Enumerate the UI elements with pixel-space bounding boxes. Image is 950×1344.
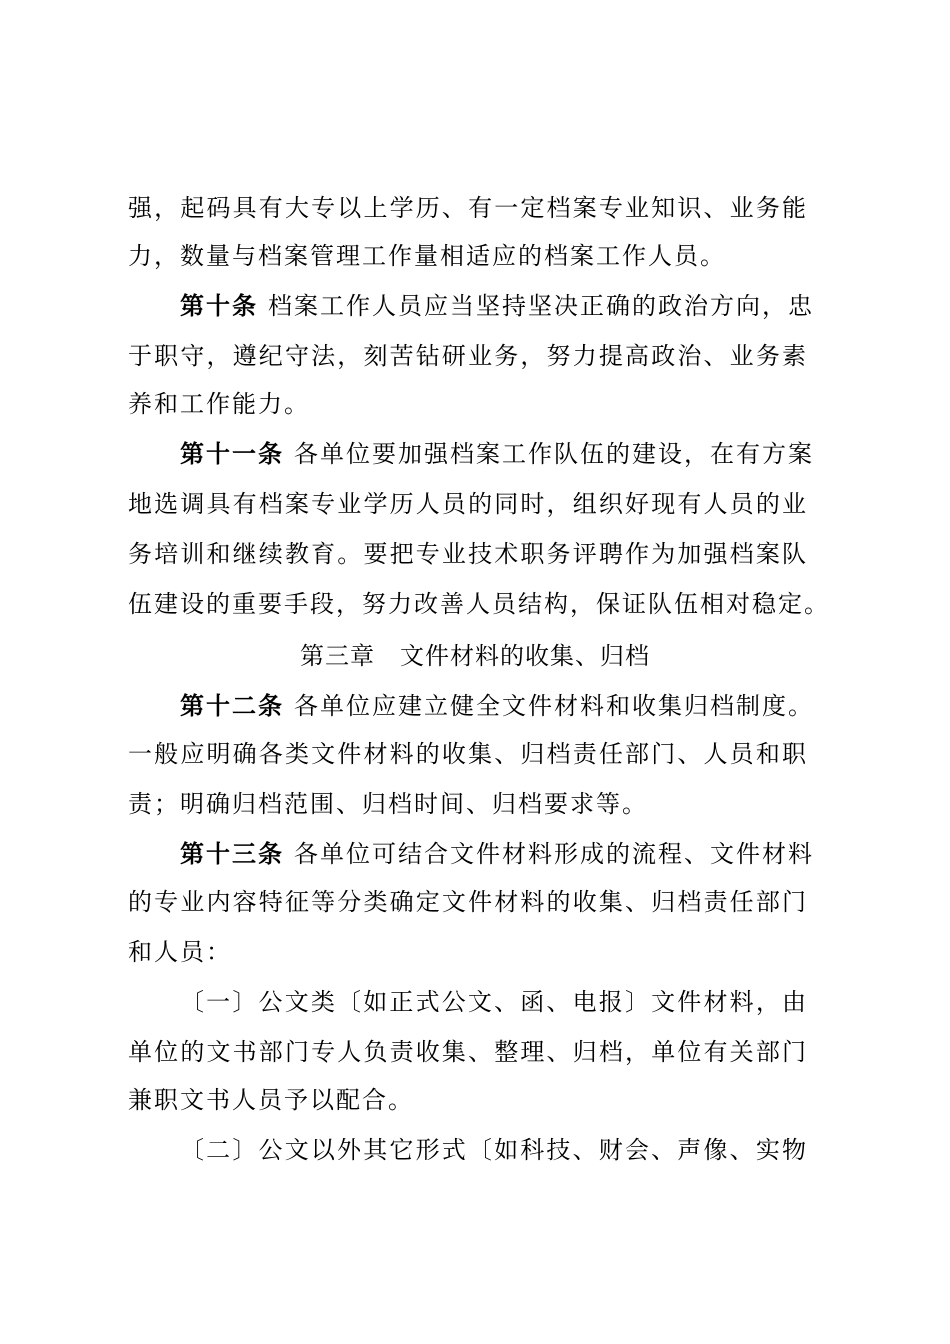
article-12-first-line: [180, 686, 814, 726]
article-text: 档案工作人员应当坚持坚决正确的政治方向，忠: [268, 292, 814, 320]
article-number: 第十二条: [180, 692, 284, 720]
body-line: 兼职文书人员予以配合。: [128, 1086, 414, 1114]
article-text: 各单位要加强档案工作队伍的建设，在有方案: [294, 440, 814, 468]
list-item-first-line: 〔二〕公文以外其它形式〔如科技、财会、声像、实物: [180, 1136, 808, 1164]
article-text: 各单位可结合文件材料形成的流程、文件材料: [294, 840, 814, 868]
chapter-heading: 第三章 文件材料的收集、归档: [300, 642, 650, 670]
body-line: 养和工作能力。: [128, 390, 310, 418]
body-line: 强，起码具有大专以上学历、有一定档案专业知识、业务能: [128, 194, 808, 222]
article-13-first-line: [180, 834, 814, 874]
body-line: 一般应明确各类文件材料的收集、归档责任部门、人员和职: [128, 740, 808, 768]
body-line: 于职守，遵纪守法，刻苦钻研业务，努力提高政治、业务素: [128, 342, 808, 370]
article-11-first-line: [180, 434, 814, 474]
article-number: 第十条: [180, 292, 258, 320]
list-item-first-line: 〔一〕公文类〔如正式公文、函、电报〕文件材料，由: [180, 988, 808, 1016]
body-line: 责；明确归档范围、归档时间、归档要求等。: [128, 790, 648, 818]
body-line: 的专业内容特征等分类确定文件材料的收集、归档责任部门: [128, 888, 808, 916]
article-number: 第十三条: [180, 840, 284, 868]
article-text: 各单位应建立健全文件材料和收集归档制度。: [294, 692, 814, 720]
body-line: 伍建设的重要手段，努力改善人员结构，保证队伍相对稳定。: [128, 590, 830, 618]
article-10-first-line: [180, 286, 814, 326]
body-line: 地选调具有档案专业学历人员的同时，组织好现有人员的业: [128, 490, 808, 518]
article-number: 第十一条: [180, 440, 284, 468]
body-line: 力，数量与档案管理工作量相适应的档案工作人员。: [128, 242, 726, 270]
body-line: 务培训和继续教育。要把专业技术职务评聘作为加强档案队: [128, 540, 808, 568]
body-line: 单位的文书部门专人负责收集、整理、归档，单位有关部门: [128, 1038, 808, 1066]
body-line: 和人员：: [128, 938, 232, 966]
